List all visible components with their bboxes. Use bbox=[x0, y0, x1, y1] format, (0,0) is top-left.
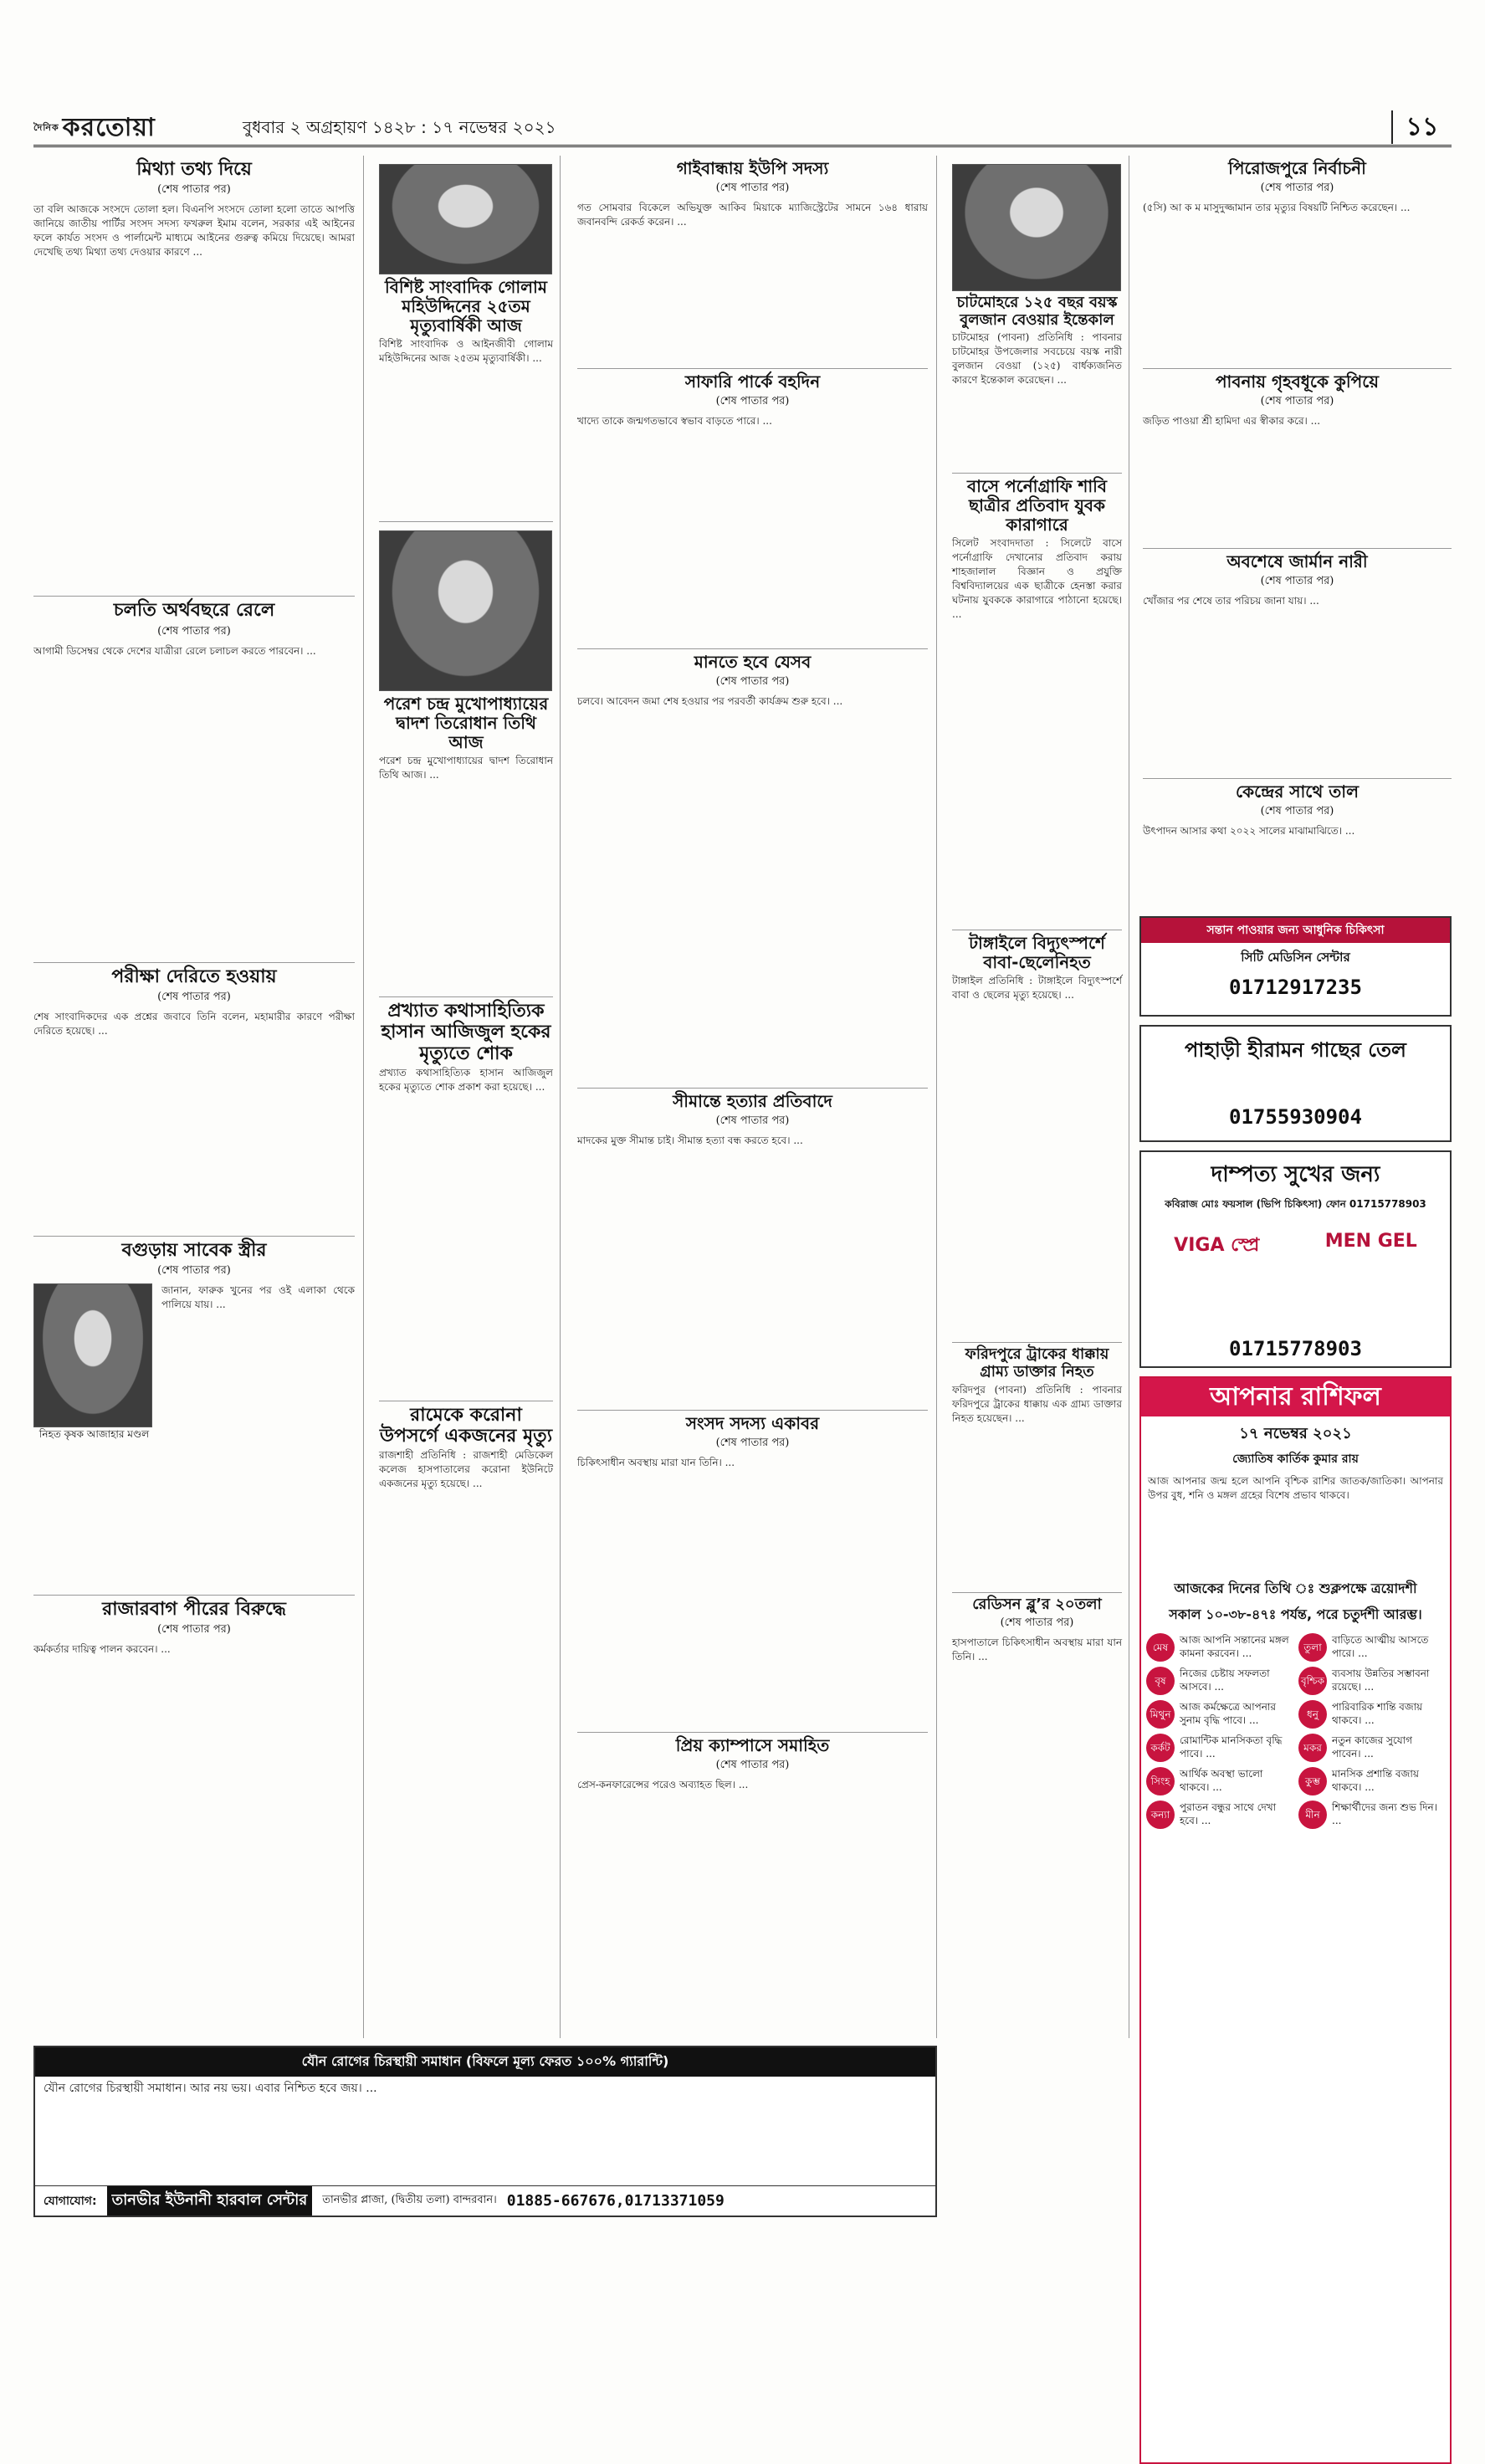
logo-small-text: দৈনিক bbox=[33, 122, 59, 133]
column-2 bbox=[372, 156, 561, 2038]
column-4 bbox=[945, 156, 1129, 2038]
article-body: জড়িত পাওয়া শ্রী হামিদা এর স্বীকার করে। ... bbox=[1143, 415, 1321, 427]
headline: প্রিয় ক্যাম্পাসে সমাহিত bbox=[675, 1735, 830, 1755]
zodiac-icon: বৃষ bbox=[1146, 1667, 1175, 1695]
sign-list bbox=[1141, 1633, 1450, 1834]
zodiac-sign-item bbox=[1146, 1700, 1290, 1729]
continued-label: (শেষ পাতার পর) bbox=[715, 182, 790, 194]
continued-label: (শেষ পাতার পর) bbox=[715, 1114, 790, 1127]
ad-oil bbox=[1139, 1025, 1452, 1142]
rashifal-title: আপনার রাশিফল bbox=[1141, 1378, 1450, 1416]
continued-label: (শেষ পাতার পর) bbox=[157, 990, 231, 1003]
tithi-detail: সকাল ১০-৩৮-৪৭ঃ পর্যন্ত, পরে চতুর্দশী আরম্ভ। bbox=[1169, 1606, 1422, 1622]
article-body: ফরিদপুর (পাবনা) প্রতিনিধি : পাবনার ফরিদপুরে ট্রাকের ধাক্কায় এক গ্রাম্য ডাক্তার নিহত হয়েছেন। ... bbox=[952, 1383, 1122, 1424]
zodiac-sign-item bbox=[1146, 1801, 1290, 1829]
zodiac-sign-item bbox=[1146, 1667, 1290, 1695]
article-body: শেষ সাংবাদিকদের এক প্রশ্নের জবাবে তিনি বলেন, মহামারীর কারণে পরীক্ষা দেরিতে হয়েছে। ... bbox=[33, 1010, 355, 1037]
article-body: উৎপাদন আসার কথা ২০২২ সালের মাঝামাঝিতে। ... bbox=[1143, 825, 1355, 837]
ad-center-name: তানভীর ইউনানী হারবাল সেন্টার bbox=[107, 2186, 313, 2216]
contact-label: যোগাযোগ: bbox=[44, 2194, 97, 2208]
logo-text: করতোয়া bbox=[62, 113, 156, 142]
zodiac-icon: কুম্ভ bbox=[1298, 1767, 1327, 1795]
continued-label: (শেষ পাতার পর) bbox=[1000, 1616, 1074, 1630]
zodiac-text: আর্থিক অবস্থা ভালো থাকবে। ... bbox=[1180, 1768, 1263, 1793]
continued-label: (শেষ পাতার পর) bbox=[1260, 182, 1334, 194]
headline: প্রখ্যাত কথাসাহিত্যিক হাসান আজিজুল হকের মৃত্যুতে শোক bbox=[381, 1001, 551, 1064]
headline: পিরোজপুরে নির্বাচনী bbox=[1228, 158, 1366, 178]
masthead bbox=[33, 110, 1452, 147]
headline: বিশিষ্ট সাংবাদিক গোলাম মহিউদ্দিনের ২৫তম মৃত্যুবার্ষিকী আজ bbox=[385, 277, 547, 336]
rashifal-intro: আজ আপনার জন্ম হলে আপনি বৃশ্চিক রাশির জাতক/জাতিকা। আপনার উপর বুধ, শনি ও মঙ্গল গ্রহের বিশেষ প্রভাব থাকবে। bbox=[1148, 1475, 1443, 1501]
zodiac-text: পারিবারিক শান্তি বজায় থাকবে। ... bbox=[1332, 1701, 1423, 1726]
continued-label: (শেষ পাতার পর) bbox=[157, 1264, 231, 1278]
article-body: চাটমোহর (পাবনা) প্রতিনিধি : পাবনার চাটমোহর উপজেলার সবচেয়ে বয়স্ক নারী বুলজান বেওয়া (১২৫) বার্ধক্যজনিত কারণে ইন্তেকাল করেছেন। ... bbox=[952, 331, 1122, 387]
headline: বগুড়ায় সাবেক স্ত্রীর bbox=[121, 1239, 267, 1261]
headline: রেডিসন ব্লু’র ২০তলা bbox=[972, 1595, 1102, 1613]
ad-phone: 01715778903 bbox=[1229, 1337, 1362, 1360]
ad-address: তানভীর প্লাজা, (দ্বিতীয় তলা) বান্দরবান। bbox=[322, 2194, 497, 2206]
zodiac-icon: তুলা bbox=[1298, 1633, 1327, 1662]
ad-subtitle: কবিরাজ মোঃ ফয়সাল (ভিপি চিকিৎসা) ফোন 01715778903 bbox=[1165, 1198, 1426, 1210]
ad-phone: 01712917235 bbox=[1229, 976, 1362, 999]
headline: রামেকে করোনা উপসর্গে একজনের মৃত্যু bbox=[379, 1404, 553, 1447]
article-body: খোঁজার পর শেষে তার পরিচয় জানা যায়। ... bbox=[1143, 595, 1319, 607]
article-body: জানান, ফারুক খুনের পর ওই এলাকা থেকে পালিয়ে যায়। ... bbox=[161, 1284, 355, 1311]
ad-phone: 01755930904 bbox=[1229, 1105, 1362, 1129]
article-body: হাসপাতালে চিকিৎসাধীন অবস্থায় মারা যান তিনি। ... bbox=[952, 1637, 1122, 1663]
portrait-photo bbox=[379, 530, 552, 691]
zodiac-text: ব্যবসায় উন্নতির সম্ভাবনা রয়েছে। ... bbox=[1332, 1667, 1430, 1693]
continued-label: (শেষ পাতার পর) bbox=[715, 675, 790, 688]
headline: সীমান্তে হত্যার প্রতিবাদে bbox=[673, 1091, 832, 1111]
zodiac-sign-item bbox=[1298, 1633, 1442, 1662]
portrait-photo bbox=[952, 164, 1121, 291]
headline: পরীক্ষা দেরিতে হওয়ায় bbox=[111, 966, 277, 987]
sign-column-right bbox=[1298, 1633, 1442, 1834]
ad-label: সিটি মেডিসিন সেন্টার bbox=[1241, 950, 1350, 965]
headline: অবশেষে জার্মান নারী bbox=[1226, 551, 1368, 571]
zodiac-icon: মেষ bbox=[1146, 1633, 1175, 1662]
rashifal-date: ১৭ নভেম্বর ২০২১ bbox=[1239, 1425, 1352, 1442]
rashifal-box bbox=[1139, 1376, 1452, 2464]
ad-body: যৌন রোগের চিরস্থায়ী সমাধান। আর নয় ভয়। এবার নিশ্চিত হবে জয়। ... bbox=[44, 2082, 377, 2095]
zodiac-sign-item bbox=[1298, 1767, 1442, 1795]
ad-title: দাম্পত্য সুখের জন্য bbox=[1211, 1162, 1380, 1187]
article-body: চলবে। আবেদন জমা শেষ হওয়ার পর পরবর্তী কার্যক্রম শুরু হবে। ... bbox=[577, 695, 843, 707]
zodiac-sign-item bbox=[1146, 1767, 1290, 1795]
continued-label: (শেষ পাতার পর) bbox=[715, 395, 790, 407]
continued-label: (শেষ পাতার পর) bbox=[1260, 575, 1334, 587]
headline: গাইবান্ধায় ইউপি সদস্য bbox=[676, 158, 829, 178]
portrait-photo bbox=[33, 1283, 152, 1427]
article-body: আগামী ডিসেম্বর থেকে দেশের যাত্রীরা রেলে চলাচল করতে পারবেন। ... bbox=[33, 644, 316, 657]
tithi-heading: আজকের দিনের তিথি ঃ শুক্লপক্ষে ত্রয়োদশী bbox=[1174, 1580, 1417, 1596]
article-body: রাজশাহী প্রতিনিধি : রাজশাহী মেডিকেল কলেজ হাসপাতালের করোনা ইউনিটে একজনের মৃত্যু হয়েছে। ... bbox=[379, 1449, 553, 1490]
headline: চলতি অর্থবছরে রেলে bbox=[113, 600, 275, 622]
column-1 bbox=[33, 156, 364, 2038]
zodiac-icon: ধনু bbox=[1298, 1700, 1327, 1729]
zodiac-sign-item bbox=[1146, 1633, 1290, 1662]
product-name: MEN GEL bbox=[1324, 1231, 1417, 1252]
continued-label: (শেষ পাতার পর) bbox=[157, 183, 231, 197]
ad-title: যৌন রোগের চিরস্থায়ী সমাধান (বিফলে মূল্য ফেরত ১০০% গ্যারান্টি) bbox=[35, 2047, 935, 2077]
zodiac-text: রোমান্টিক মানসিকতা বৃদ্ধি পাবে। ... bbox=[1180, 1734, 1283, 1760]
zodiac-text: নতুন কাজের সুযোগ পাবেন। ... bbox=[1332, 1734, 1412, 1760]
headline: রাজারবাগ পীরের বিরুদ্ধে bbox=[102, 1599, 286, 1621]
article-body: প্রখ্যাত কথাসাহিত্যিক হাসান আজিজুল হকের মৃত্যুতে শোক প্রকাশ করা হয়েছে। ... bbox=[379, 1066, 553, 1093]
page-number: ১১ bbox=[1391, 110, 1452, 144]
ad-title: পাহাড়ী হীরামন গাছের তেল bbox=[1185, 1038, 1406, 1062]
continued-label: (শেষ পাতার পর) bbox=[157, 624, 231, 638]
zodiac-sign-item bbox=[1298, 1667, 1442, 1695]
zodiac-icon: মকর bbox=[1298, 1734, 1327, 1762]
continued-label: (শেষ পাতার পর) bbox=[1260, 395, 1334, 407]
headline: মানতে হবে যেসব bbox=[694, 652, 812, 672]
continued-label: (শেষ পাতার পর) bbox=[1260, 805, 1334, 817]
article-body: (৫সি) আ ক ম মাসুদুজ্জামান তার মৃত্যুর বিষয়টি নিশ্চিত করেছেন। ... bbox=[1143, 202, 1411, 213]
zodiac-icon: কর্কট bbox=[1146, 1734, 1175, 1762]
article-body: গত সোমবার বিকেলে অভিযুক্ত আকিব মিয়াকে ম্যাজিস্ট্রেটের সামনে ১৬৪ ধারায় জবানবন্দি রেকর্ড করেন। ... bbox=[577, 202, 928, 228]
zodiac-icon: মিথুন bbox=[1146, 1700, 1175, 1729]
zodiac-text: মানসিক প্রশান্তি বজায় থাকবে। ... bbox=[1332, 1768, 1419, 1793]
headline: কেন্দ্রের সাথে তাল bbox=[1236, 781, 1359, 802]
article-body: চিকিৎসাধীন অবস্থায় মারা যান তিনি। ... bbox=[577, 1457, 735, 1468]
zodiac-sign-item bbox=[1298, 1700, 1442, 1729]
article-body: মাদকের মুক্ত সীমান্ত চাই। সীমান্ত হত্যা বন্ধ করতে হবে। ... bbox=[577, 1135, 803, 1146]
article-body: বিশিষ্ট সাংবাদিক ও আইনজীবী গোলাম মহিউদ্দিনের আজ ২৫তম মৃত্যুবার্ষিকী। ... bbox=[379, 338, 553, 364]
zodiac-icon: বৃশ্চিক bbox=[1298, 1667, 1327, 1695]
headline: সংসদ সদস্য একাবর bbox=[685, 1413, 820, 1433]
continued-label: (শেষ পাতার পর) bbox=[715, 1437, 790, 1449]
headline: মিথ্যা তথ্য দিয়ে bbox=[136, 159, 252, 180]
headline: পাবনায় গৃহবধূকে কুপিয়ে bbox=[1215, 371, 1380, 392]
photo-caption: নিহত কৃষক আজাহার মণ্ডল bbox=[38, 1428, 150, 1441]
zodiac-text: নিজের চেষ্টায় সফলতা আসবে। ... bbox=[1180, 1667, 1270, 1693]
zodiac-text: আজ কর্মক্ষেত্রে আপনার সুনাম বৃদ্ধি পাবে। ... bbox=[1180, 1701, 1276, 1726]
headline: চাটমোহরে ১২৫ বছর বয়স্ক বুলজান বেওয়ার ইন্তেকাল bbox=[956, 294, 1118, 329]
continued-label: (শেষ পাতার পর) bbox=[157, 1623, 231, 1637]
headline: টাঙ্গাইলে বিদ্যুৎস্পর্শে বাবা-ছেলেনিহত bbox=[969, 933, 1105, 973]
article-body: কর্মকর্তার দায়িত্ব পালন করবেন। ... bbox=[33, 1643, 171, 1656]
zodiac-text: বাড়িতে আত্মীয় আসতে পারে। ... bbox=[1332, 1634, 1429, 1659]
product-name: VIGA স্প্রে bbox=[1174, 1235, 1260, 1256]
article-body: পরেশ চন্দ্র মুখোপাধ্যায়ের দ্বাদশ তিরোধান তিথি আজ। ... bbox=[379, 755, 553, 781]
column-5 bbox=[1138, 156, 1452, 900]
ad-city-medicine bbox=[1139, 916, 1452, 1017]
zodiac-icon: মীন bbox=[1298, 1801, 1327, 1829]
ad-phone: 01885-667676,01713371059 bbox=[506, 2192, 725, 2210]
zodiac-sign-item bbox=[1298, 1801, 1442, 1829]
ad-unani bbox=[33, 2046, 937, 2217]
headline: পরেশ চন্দ্র মুখোপাধ্যায়ের দ্বাদশ তিরোধান তিথি আজ bbox=[383, 694, 549, 752]
ad-dampatya bbox=[1139, 1150, 1452, 1368]
zodiac-icon: সিংহ bbox=[1146, 1767, 1175, 1795]
article-body: তা বলি আজকে সংসদে তোলা হল। বিএনপি সংসদে তোলা হলো তাতে আপত্তি জানিয়ে জাতীয় পার্টির সংসদ সদস্য ফখরুল ইমাম বলেন, সরকার এই আইনের ফলে কার্যত সংসদ ও পার্লামেন্ট মাধ্যমে আইনের গুরুত্ব কমিয়ে দিয়েছে। আমরা দেখেছি তথ্য মিথ্যা তথ্য দেওয়ার কারণে ... bbox=[33, 203, 355, 259]
zodiac-sign-item bbox=[1298, 1734, 1442, 1762]
headline: ফরিদপুরে ট্রাকের ধাক্কায় গ্রাম্য ডাক্তার নিহত bbox=[965, 1345, 1109, 1381]
portrait-photo bbox=[379, 164, 552, 274]
sign-column-left bbox=[1146, 1633, 1290, 1834]
dateline: বুধবার ২ অগ্রহায়ণ ১৪২৮ : ১৭ নভেম্বর ২০২১ bbox=[243, 117, 556, 137]
article-body: প্রেস-কনফারেন্সের পরেও অব্যাহত ছিল। ... bbox=[577, 1779, 749, 1790]
article-body: খাদ্যে তাকে জন্মগতভাবে স্বভাব বাড়তে পারে। ... bbox=[577, 415, 772, 427]
newspaper-logo bbox=[33, 110, 226, 146]
article-body: টাঙ্গাইল প্রতিনিধি : টাঙ্গাইলে বিদ্যুৎস্পর্শে বাবা ও ছেলের মৃত্যু হয়েছে। ... bbox=[952, 975, 1122, 1001]
zodiac-text: পুরাতন বন্ধুর সাথে দেখা হবে। ... bbox=[1180, 1801, 1277, 1826]
zodiac-icon: কন্যা bbox=[1146, 1801, 1175, 1829]
headline: বাসে পর্নোগ্রাফি শাবি ছাত্রীর প্রতিবাদ যুবক কারাগারে bbox=[966, 476, 1108, 535]
headline: সাফারি পার্কে বহদিন bbox=[684, 371, 821, 392]
continued-label: (শেষ পাতার পর) bbox=[715, 1759, 790, 1771]
zodiac-sign-item bbox=[1146, 1734, 1290, 1762]
ad-title: সন্তান পাওয়ার জন্য আধুনিক চিকিৎসা bbox=[1141, 918, 1450, 943]
article-body: সিলেট সংবাদদাতা : সিলেটে বাসে পর্নোগ্রাফি দেখানোর প্রতিবাদ করায় শাহজালাল বিজ্ঞান ও প্রযুক্তি বিশ্ববিদ্যালয়ের এক ছাত্রীকে হেনস্তা করার ঘটনায় যুবককে কারাগারে পাঠানো হয়েছে। ... bbox=[952, 537, 1122, 621]
rashifal-astrologer: জ্যোতিষ কার্তিক কুমার রায় bbox=[1232, 1452, 1359, 1466]
zodiac-text: শিক্ষার্থীদের জন্য শুভ দিন। ... bbox=[1332, 1801, 1437, 1826]
column-3 bbox=[569, 156, 937, 2038]
zodiac-text: আজ আপনি সন্তানের মঙ্গল কামনা করবেন। ... bbox=[1180, 1634, 1289, 1659]
